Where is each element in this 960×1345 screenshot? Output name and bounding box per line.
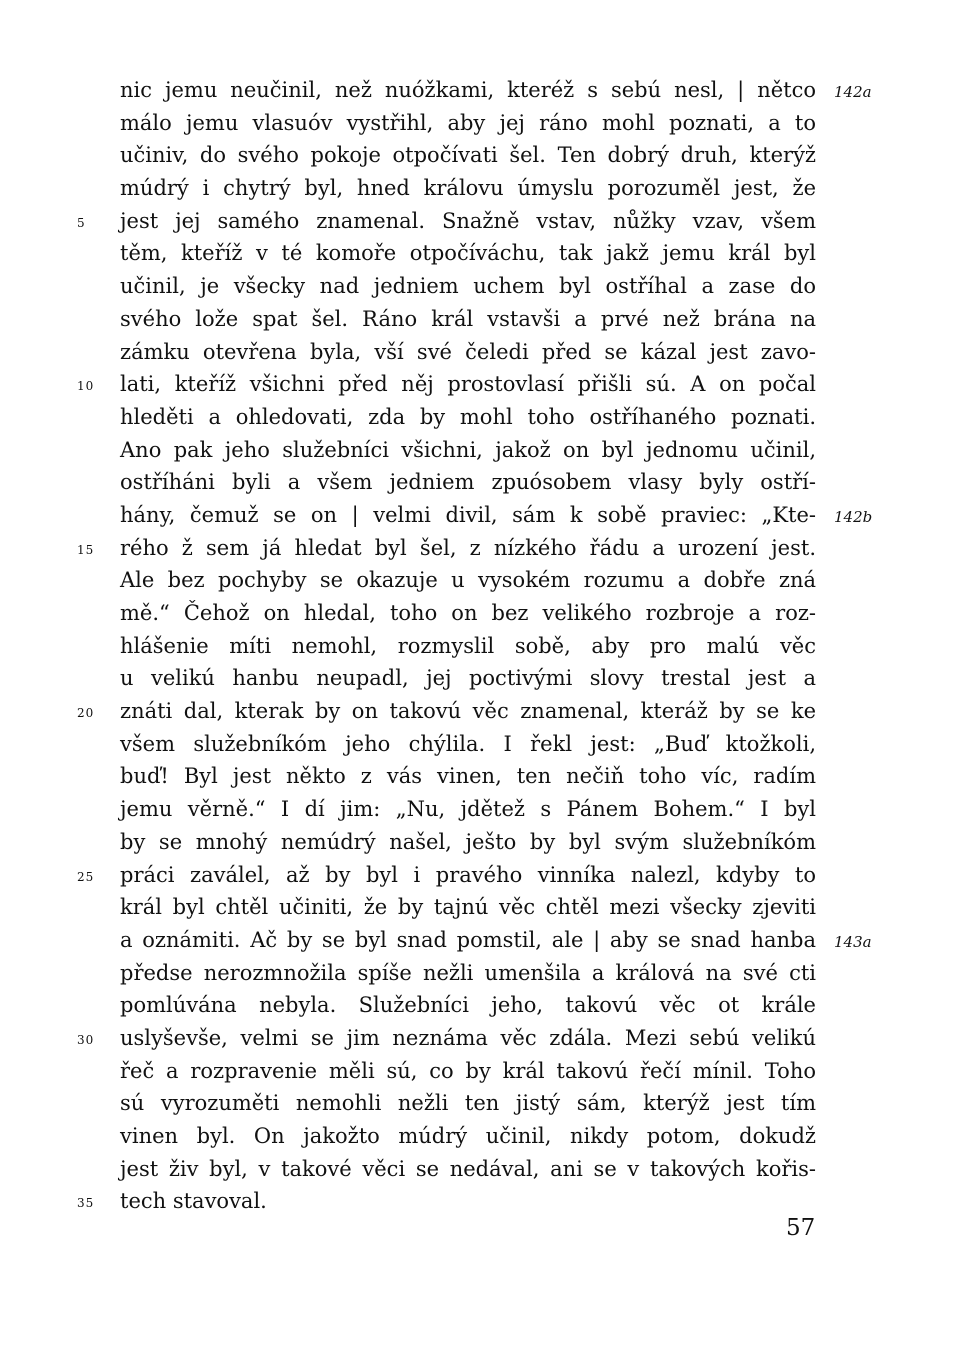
text-line	[120, 1120, 816, 1153]
text-line	[77, 859, 816, 892]
line-text: a oznámiti. Ač by se byl snad pomstil, ale | aby se snad hanba	[120, 927, 816, 952]
line-text: u velikú hanbu neupadl, jej poctivými slovy trestal jest a	[120, 666, 816, 691]
text-line	[120, 728, 816, 761]
folio-marker: 143a	[834, 932, 872, 951]
line-number: 10	[77, 379, 95, 394]
text-line	[120, 1087, 816, 1120]
text-line	[120, 1055, 816, 1088]
line-text: ostříháni byli a všem jedniem zpuósobem vlasy byly ostří-	[120, 470, 816, 495]
text-line	[120, 793, 816, 826]
line-number: 35	[77, 1196, 95, 1211]
line-text: pomlúvána nebyla. Služebníci jeho, takovú věc ot krále	[120, 993, 816, 1018]
line-number: 25	[77, 869, 95, 884]
text-line	[120, 466, 816, 499]
text-line	[120, 957, 816, 990]
text-line	[120, 1153, 816, 1186]
text-line	[77, 695, 816, 728]
text-line	[120, 107, 816, 140]
line-text: sú vyrozuměti nemohli nežli ten jistý sám, kterýž jest tím	[120, 1091, 816, 1116]
line-text: múdrý i chytrý byl, hned královu úmyslu porozuměl jest, že	[120, 176, 816, 201]
line-text: mě.“ Čehož on hledal, toho on bez velikého rozbroje a roz-	[120, 601, 816, 625]
line-text: tech stavoval.	[120, 1189, 267, 1214]
line-text: učiniv, do svého pokoje otpočívati šel. Ten dobrý druh, kterýž	[120, 143, 816, 168]
text-line	[77, 1022, 816, 1055]
text-line	[120, 826, 816, 859]
text-line	[120, 172, 816, 205]
text-line	[120, 270, 816, 303]
text-line	[120, 434, 816, 467]
line-text: nic jemu neučinil, než nuóžkami, kteréž s sebú nesl, | nětco	[120, 78, 816, 102]
line-text: těm, kteříž v té komoře otpočíváchu, tak jakž jemu král byl	[120, 241, 816, 266]
text-line	[120, 989, 816, 1022]
line-text: Ale bez pochyby se okazuje u vysokém rozumu a dobře zná	[120, 568, 816, 593]
text-line	[120, 924, 872, 957]
line-text: rého ž sem já hledat byl šel, z nízkého řádu a urození jest.	[120, 535, 816, 560]
text-line	[120, 499, 873, 532]
line-text: předse nerozmnožila spíše nežli umenšila a králová na své cti	[120, 960, 816, 985]
text-line	[120, 630, 816, 663]
text-line	[120, 336, 816, 369]
line-text: všem služebníkóm jeho chýlila. I řekl jest: „Buď ktožkoli,	[120, 731, 816, 756]
line-text: jemu věrně.“ I dí jim: „Nu, jdětež s Pánem Bohem.“ I byl	[120, 797, 816, 822]
line-text: práci zaválel, až by byl i pravého vinníka nalezl, kdyby to	[120, 862, 816, 887]
text-line	[120, 74, 872, 107]
line-text: by se mnohý nemúdrý našel, ješto by byl svým služebníkóm	[120, 829, 816, 854]
text-line	[120, 139, 816, 172]
line-text: hlášenie míti nemohl, rozmyslil sobě, aby pro malú věc	[120, 633, 816, 658]
text-line	[120, 564, 816, 597]
line-text: buď! Byl jest někto z vás vinen, ten nečiň toho víc, radím	[120, 764, 816, 789]
text-line	[120, 401, 816, 434]
line-text: lati, kteříž všichni před něj prostovlasí přišli sú. A on počal	[120, 372, 816, 397]
line-text: zámku otevřena byla, vší své čeledi před se kázal jest zavo-	[120, 339, 816, 364]
line-text: jest živ byl, v takové věci se nedával, ani se v takových kořis-	[120, 1156, 816, 1181]
line-text: hleděti a ohledovati, zda by mohl toho ostříhaného poznati.	[120, 404, 816, 429]
line-number: 15	[77, 542, 95, 557]
text-line	[120, 760, 816, 793]
line-number: 30	[77, 1032, 95, 1047]
text-line	[120, 237, 816, 270]
line-text: málo jemu vlasuóv vystřihl, aby jej ráno mohl poznati, a to	[120, 110, 816, 135]
line-number: 20	[77, 706, 95, 721]
text-line	[120, 662, 816, 695]
line-text: Ano pak jeho služebníci všichni, jakož on byl jednomu učinil,	[120, 437, 816, 462]
text-line	[77, 1185, 816, 1218]
line-text: učinil, je všecky nad jedniem uchem byl ostříhal a zase do	[120, 274, 816, 299]
text-line	[120, 597, 816, 630]
text-line	[120, 891, 816, 924]
line-number: 5	[77, 215, 86, 230]
line-text: vinen byl. On jakožto múdrý učinil, nikdy potom, dokudž	[120, 1124, 816, 1148]
text-line	[120, 303, 816, 336]
line-text: jest jej samého znamenal. Snažně vstav, nůžky vzav, všem	[120, 208, 816, 233]
line-text: král byl chtěl učiniti, že by tajnú věc chtěl mezi všecky zjeviti	[120, 895, 816, 920]
line-text: hány, čemuž se on | velmi divil, sám k sobě praviec: „Kte-	[120, 502, 816, 527]
page-number: 57	[786, 1215, 816, 1241]
line-text: řeč a rozpravenie měli sú, co by král takovú řečí mínil. Toho	[120, 1058, 816, 1083]
line-text: uslyševše, velmi se jim neznáma věc zdála. Mezi sebú velikú	[120, 1025, 816, 1050]
folio-marker: 142b	[834, 507, 873, 526]
line-text: svého lože spat šel. Ráno král vstavši a prvé než brána na	[120, 306, 816, 331]
folio-marker: 142a	[834, 83, 872, 101]
body-text	[77, 74, 873, 1218]
text-line	[77, 205, 816, 238]
line-text: znáti dal, kterak by on takovú věc znamenal, kteráž by se ke	[120, 699, 816, 724]
text-line	[77, 368, 816, 401]
text-line	[77, 532, 816, 565]
